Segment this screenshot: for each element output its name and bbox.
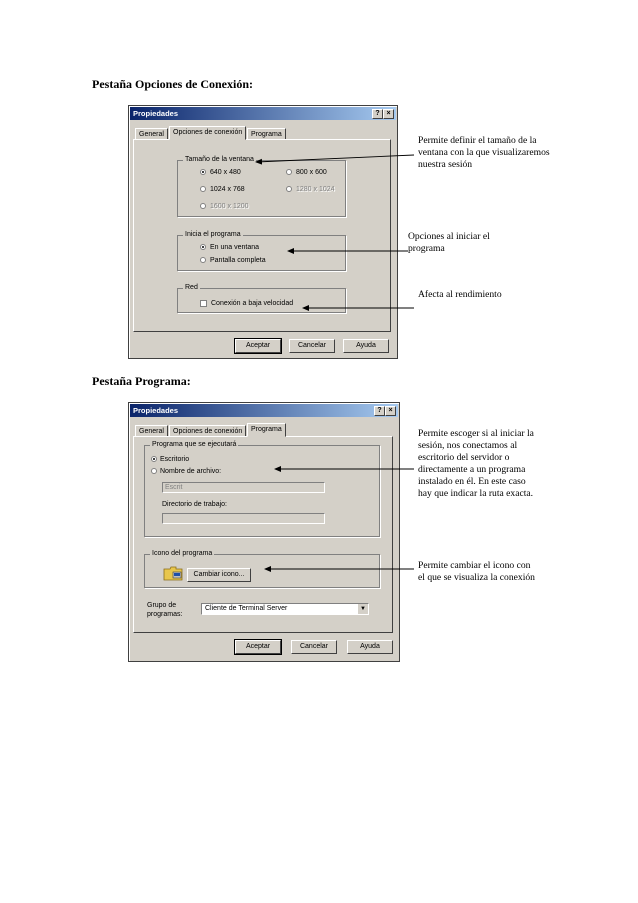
network-note: Afecta al rendimiento [418,289,538,301]
window-size-note: Permite definir el tamaño de la ventana con la que visualizaremos nuestra sesión [418,135,563,171]
radio-640x480-label: 640 x 480 [210,169,241,176]
radio-1024x768-label: 1024 x 768 [210,186,245,193]
file-name-field[interactable]: Escrit [162,482,325,493]
radio-800x600-label: 800 x 600 [296,169,327,176]
program-icon-label: Icono del programa [152,550,213,557]
help-button[interactable]: Ayuda [343,339,389,353]
section-heading-conexion: Pestaña Opciones de Conexión: [92,77,254,91]
cancel-button[interactable]: Cancelar [291,640,337,654]
help-button[interactable]: Ayuda [347,640,393,654]
tab-connection-options[interactable]: Opciones de conexión [169,425,246,437]
radio-desktop-label: Escritorio [160,456,190,463]
arrow-window-size [256,155,414,162]
start-program-label: Inicia el programa [185,231,241,238]
tab-general[interactable]: General [135,425,168,437]
program-to-run-label: Programa que se ejecutará [152,441,237,448]
section-heading-programa: Pestaña Programa: [92,374,191,388]
help-title-button[interactable]: ? [374,406,385,416]
radio-in-window-label: En una ventana [210,244,260,251]
cancel-button[interactable]: Cancelar [289,339,335,353]
change-icon-button[interactable]: Cambiar icono... [187,568,251,582]
tab-program[interactable]: Programa [247,423,286,437]
icon-note: Permite cambiar el icono con el que se visualiza la conexión [418,560,538,584]
window-size-label: Tamaño de la ventana [185,156,254,163]
program-group-value: Cliente de Terminal Server [205,605,288,612]
dialog-title: Propiedades [133,406,179,415]
program-note: Permite escoger si al iniciar la sesión, nos conectamos al escritorio del servidor o directamente a un programa instalado en él. En este caso hay que indicar la ruta exacta. [418,428,538,500]
start-program-note: Opciones al iniciar el programa [408,231,518,255]
close-title-button[interactable]: × [385,406,396,416]
program-group-label-line2: programas: [147,611,183,618]
tab-general[interactable]: General [135,128,168,140]
low-speed-checkbox-label: Conexión a baja velocidad [211,300,294,307]
radio-1600x1200-label: 1600 x 1200 [210,203,249,210]
ok-button[interactable]: Aceptar [235,339,281,353]
radio-file-name-label: Nombre de archivo: [160,468,222,475]
close-title-button[interactable]: × [383,109,394,119]
program-group-label-line1: Grupo de [147,602,177,609]
tab-program[interactable]: Programa [247,128,286,140]
dialog-title: Propiedades [133,109,179,118]
working-directory-label: Directorio de trabajo: [162,501,227,508]
tab-connection-options[interactable]: Opciones de conexión [169,126,246,140]
radio-full-screen-label: Pantalla completa [210,257,266,264]
network-label: Red [185,284,198,291]
help-title-button[interactable]: ? [372,109,383,119]
ok-button[interactable]: Aceptar [235,640,281,654]
chevron-down-icon[interactable]: ▼ [357,604,368,614]
radio-1280x1024-label: 1280 x 1024 [296,186,335,193]
